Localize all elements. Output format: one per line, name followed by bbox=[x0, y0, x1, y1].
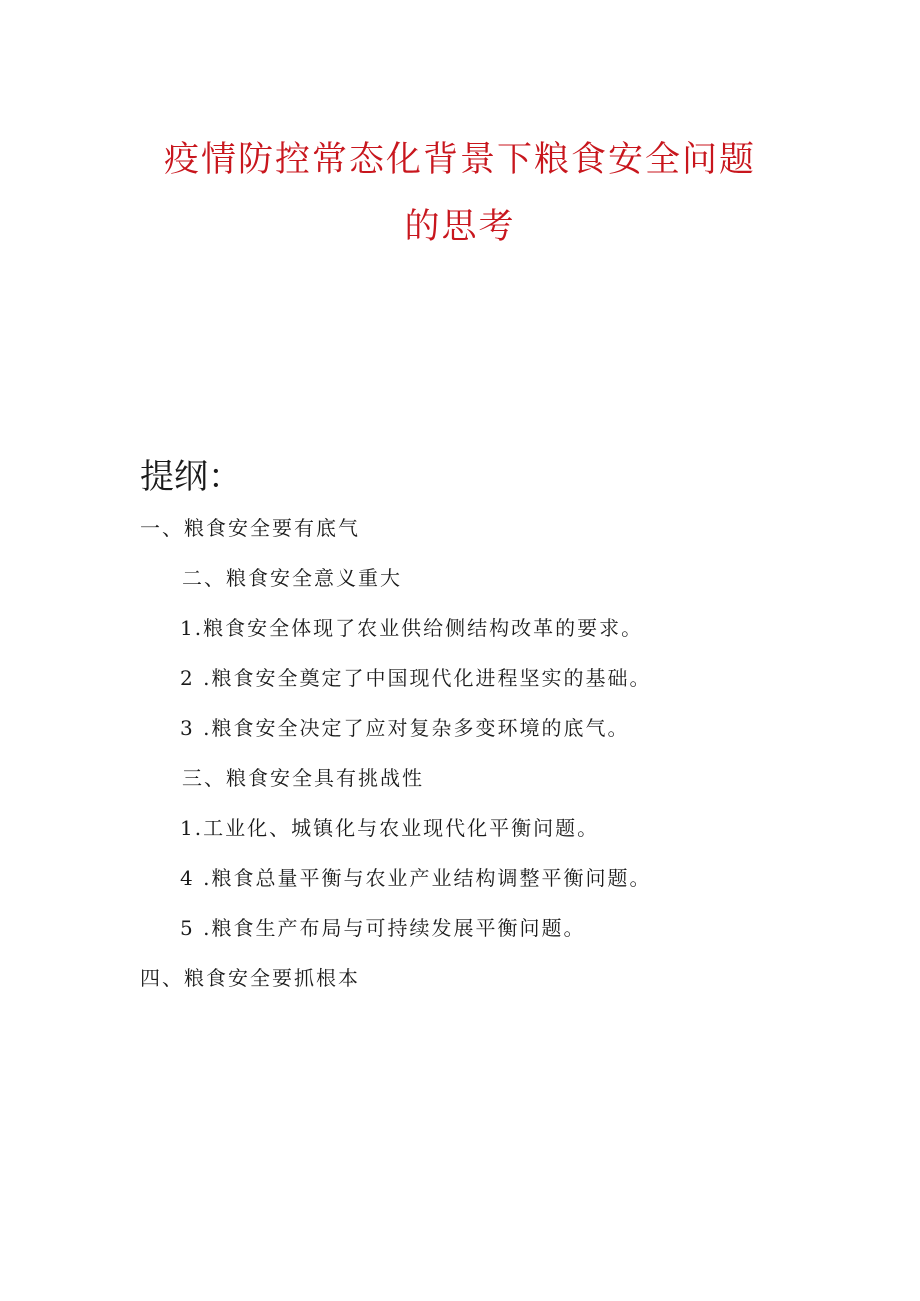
outline-section-1: 一、粮食安全要有底气 bbox=[140, 516, 360, 540]
outline-item: 3 .粮食安全决定了应对复杂多变环境的底气。 bbox=[180, 716, 630, 740]
outline-section-4: 四、粮食安全要抓根本 bbox=[140, 966, 360, 990]
outline-heading: 提纲： bbox=[140, 457, 242, 497]
outline-item: 5 .粮食生产布局与可持续发展平衡问题。 bbox=[180, 916, 586, 940]
document-title-line-1: 疫情防控常态化背景下粮食安全问题 bbox=[163, 140, 756, 180]
outline-item: 1.工业化、城镇化与农业现代化平衡问题。 bbox=[180, 816, 600, 840]
outline-section-2: 二、粮食安全意义重大 bbox=[182, 566, 402, 590]
outline-item: 2 .粮食安全奠定了中国现代化进程坚实的基础。 bbox=[180, 666, 652, 690]
outline-section-3: 三、粮食安全具有挑战性 bbox=[182, 766, 424, 790]
document-title-line-2: 的思考 bbox=[404, 207, 516, 247]
outline-item: 4 .粮食总量平衡与农业产业结构调整平衡问题。 bbox=[180, 866, 652, 890]
outline-item: 1.粮食安全体现了农业供给侧结构改革的要求。 bbox=[180, 616, 644, 640]
